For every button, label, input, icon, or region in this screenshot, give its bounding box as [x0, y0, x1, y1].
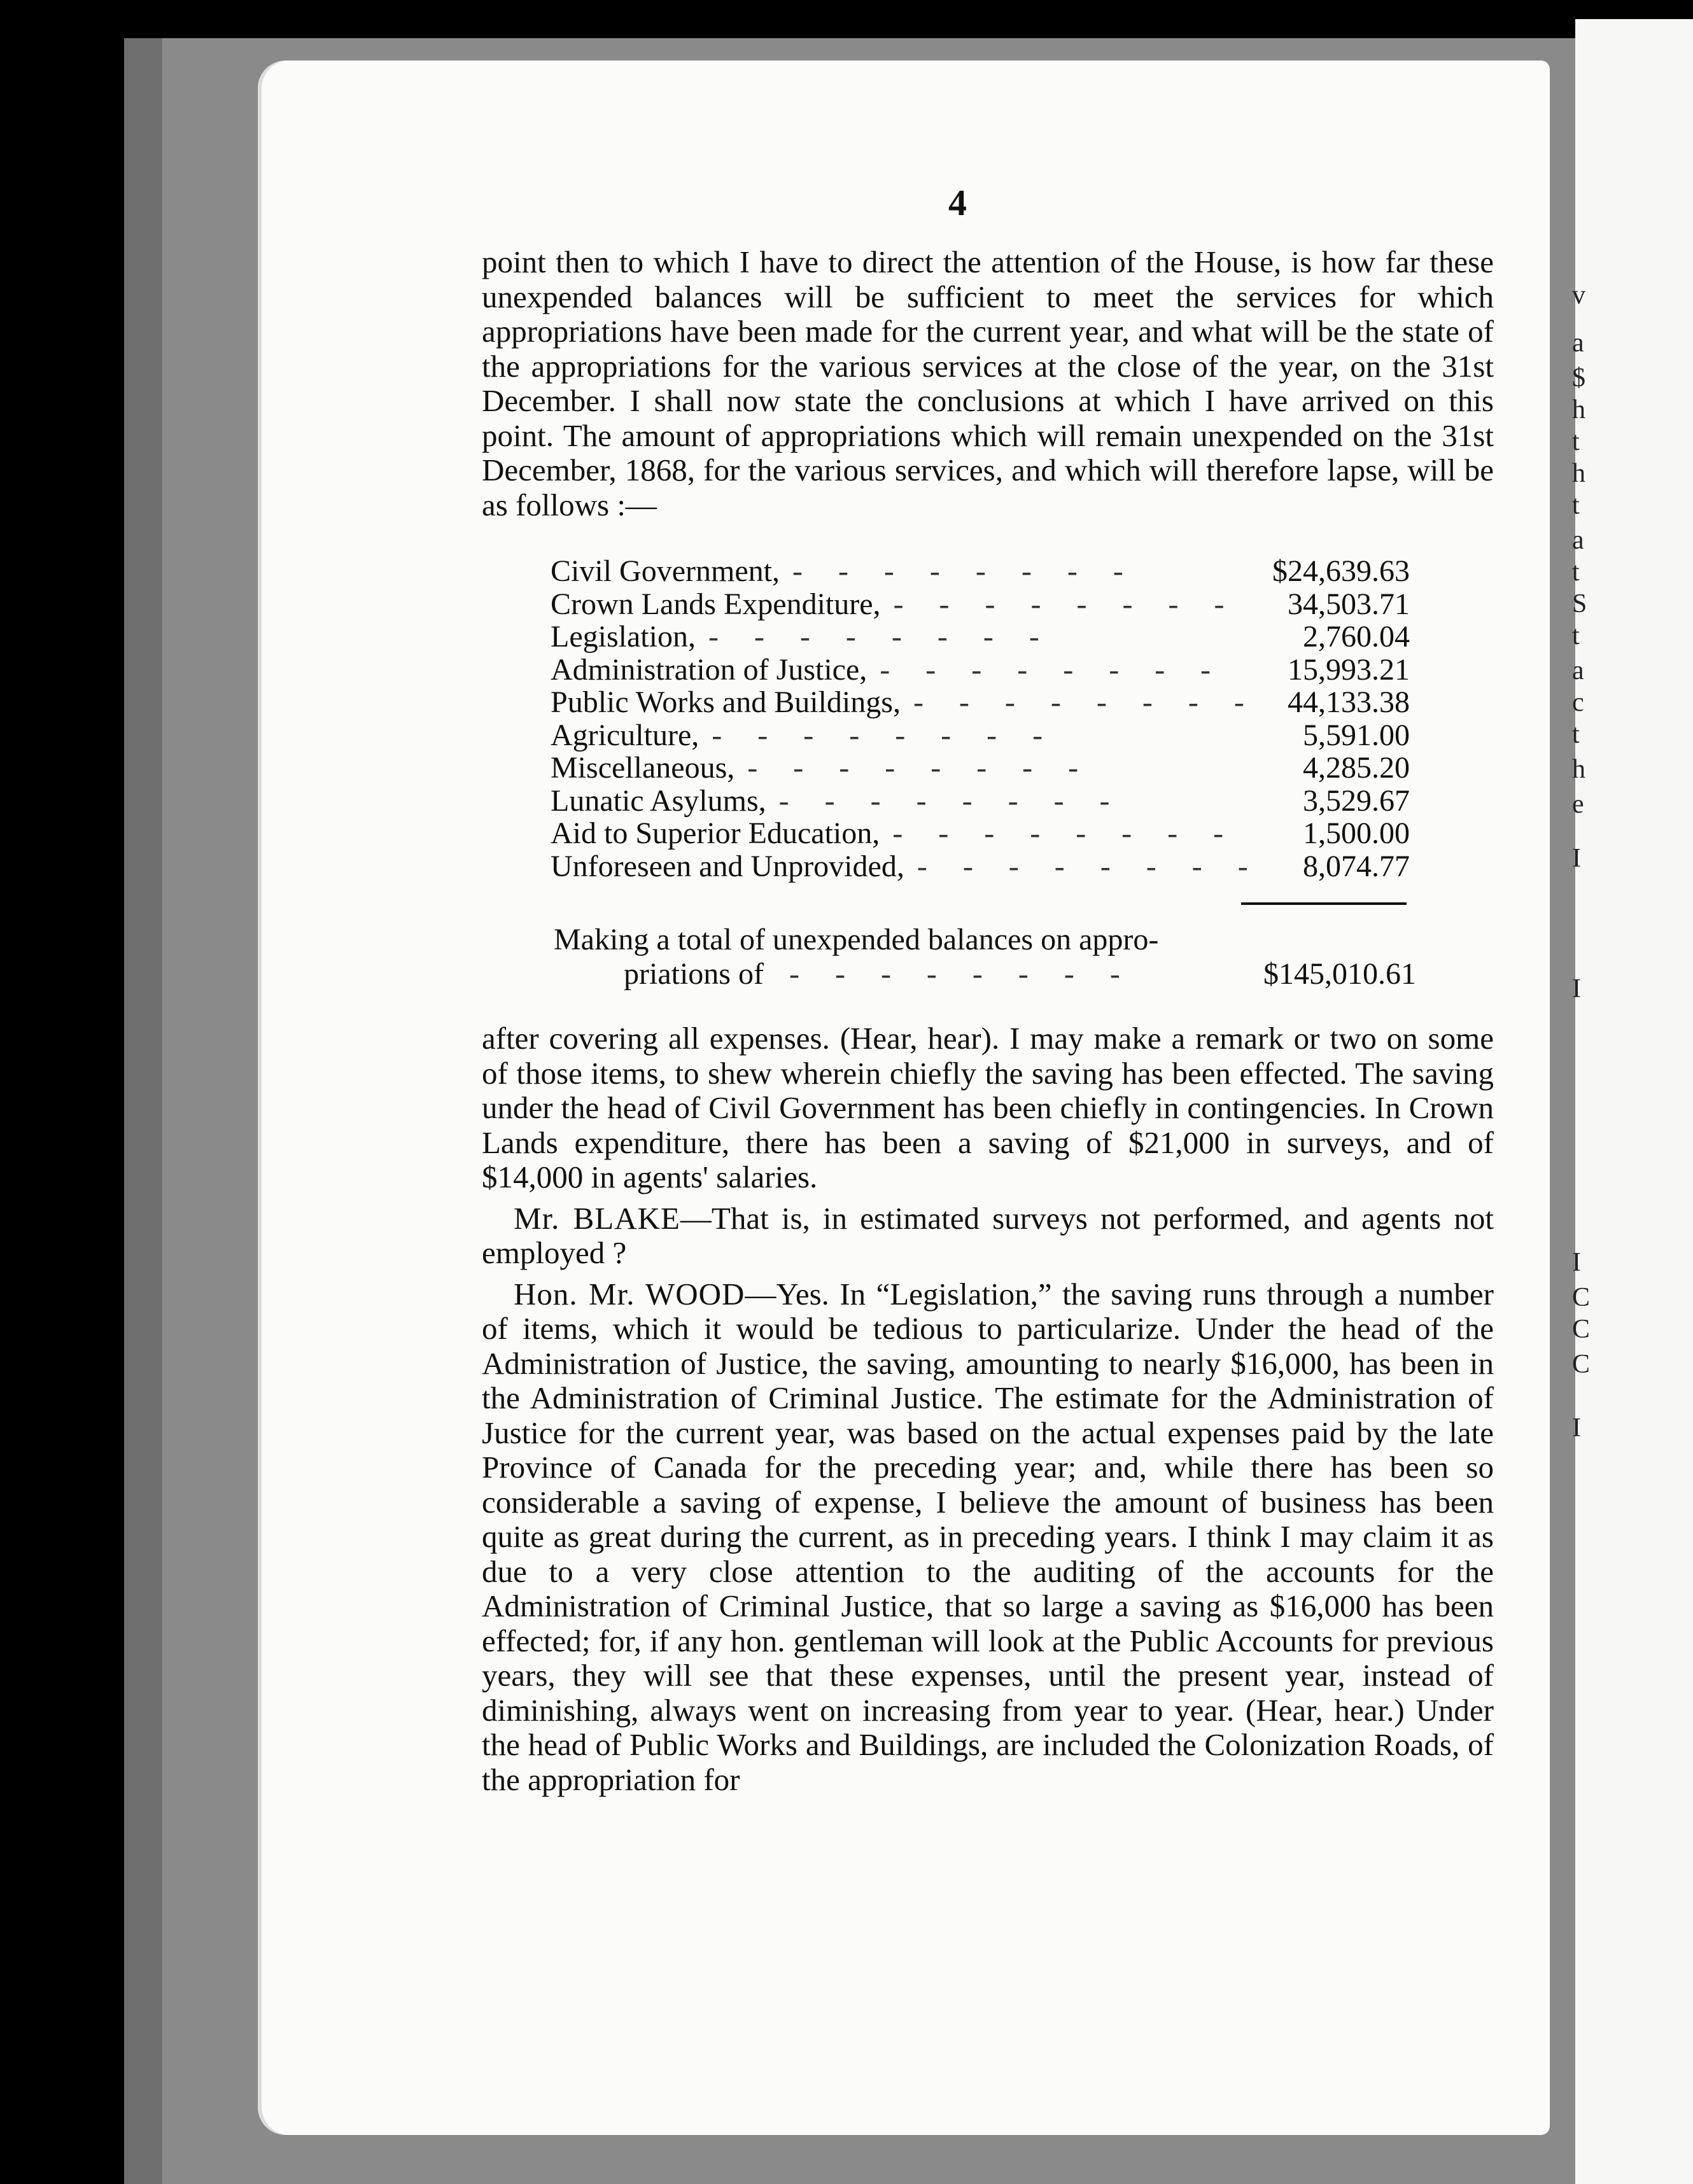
adjacent-char: h [1572, 395, 1585, 424]
paragraph-blake [482, 1201, 1494, 1271]
list-item [551, 816, 1410, 849]
list-item [551, 554, 1410, 587]
leader-dots: - - - - - - - - [893, 587, 1239, 621]
intro-text: point then to which I have to direct the attention of the House, is how far these unexpended balances will be sufficient to meet the services for which appropriations have been made for the current year, and what will be the state of the appropriations for the various services at the close of the year, on the 31st December. I shall now state the conclusions at which I have arrived on this point. The amount of appropriations which will remain unexpended on the 31st December, 1868, for the various services, and which will therefore lapse, will be as follows :— [482, 244, 1494, 522]
item-value: $24,639.63 [1272, 554, 1410, 588]
adjacent-char: t [1572, 621, 1580, 650]
list-item [551, 783, 1410, 816]
list-item [551, 750, 1410, 783]
item-label: Aid to Superior Education, [551, 816, 880, 850]
total-value: $145,010.61 [1263, 957, 1416, 991]
leader-dots: - - - - - - - - [792, 554, 1137, 588]
adjacent-char: I [1572, 1413, 1581, 1443]
speech-text: —Yes. In “Legislation,” the saving runs through a number of items, which it would be tedious to particularize. Under the head of the Administration of Justice, the saving, amounting to nearly $16,000, has been in the Administration of Criminal Justice. The estimate for the Administration of Justice for the current year, was based on the actual expenses paid by the late Province of Canada for the preceding year; and, while there has been so considerable a saving of expense, I believe the amount of business has been quite as great during the current, as in preceding years. I think I may claim it as due to a very close attention to the auditing of the accounts for the Administration of Criminal Justice, that so large a saving as $16,000 has been effected; for, if any hon. gentleman will look at the Public Accounts for previous years, they will see that these expenses, until the present year, instead of diminishing, always went on increasing from year to year. (Hear, hear.) Under the head of Public Works and Buildings, are included the Colonization Roads, of the appropriation for [482, 1276, 1494, 1797]
item-value: 15,993.21 [1288, 652, 1410, 687]
adjacent-char: I [1572, 844, 1581, 873]
total-line-1: Making a total of unexpended balances on appro- [554, 923, 1159, 956]
intro-paragraph [482, 245, 1494, 522]
adjacent-char: $ [1572, 363, 1585, 393]
speech-text: —That is, in estimated surveys not performed, and agents not employed ? [482, 1200, 1494, 1270]
list-item [551, 619, 1410, 652]
adjacent-char: e [1572, 790, 1584, 819]
leader-dots: - - - - - - - - [778, 783, 1124, 818]
total-line-2 [554, 957, 1416, 991]
list-item [551, 587, 1410, 620]
adjacent-char: v [1572, 281, 1585, 310]
adjacent-char: I [1572, 974, 1581, 1004]
speaker-name: Mr. BLAKE [514, 1200, 680, 1236]
item-label: Public Works and Buildings, [551, 685, 901, 719]
speaker-name: Hon. Mr. WOOD [514, 1276, 745, 1312]
page-number: 4 [948, 182, 967, 223]
backing-shadow [124, 38, 162, 2184]
leader-dots: - - - - - - - - [712, 718, 1057, 752]
item-label: Legislation, [551, 620, 696, 654]
leader-dots: - - - - - - - - [892, 816, 1238, 850]
list-item [551, 718, 1410, 751]
body-text [482, 1021, 1494, 1797]
adjacent-char: h [1572, 755, 1585, 784]
appropriations-list [551, 554, 1410, 881]
leader-dots: - - - - - - - - [708, 620, 1053, 654]
adjacent-char: a [1572, 328, 1584, 358]
item-label: Administration of Justice, [551, 652, 868, 687]
item-value: 44,133.38 [1288, 685, 1410, 719]
total-label: priations of [624, 957, 764, 991]
leader-dots: - - - - - - - - [789, 957, 1134, 991]
adjacent-char: S [1572, 589, 1587, 619]
item-value: 34,503.71 [1288, 587, 1410, 621]
adjacent-char: I [1572, 1248, 1581, 1277]
item-value: 3,529.67 [1303, 783, 1410, 818]
list-item [551, 849, 1410, 882]
list-item [551, 652, 1410, 685]
adjacent-char: t [1572, 720, 1580, 749]
adjacent-char: t [1572, 427, 1580, 456]
adjacent-char: c [1572, 688, 1584, 717]
leader-dots: - - - - - - - - [917, 849, 1262, 883]
item-label: Miscellaneous, [551, 751, 735, 785]
leader-dots: - - - - - - - - [880, 652, 1225, 687]
adjacent-char: a [1572, 526, 1584, 555]
paragraph: after covering all expenses. (Hear, hear). I may make a remark or two on some of those items, to shew wherein chiefly the saving has been effected. The saving under the head of Civil Government has been chiefly in contingencies. In Crown Lands expenditure, there has been a saving of $21,000 in surveys, and of $14,000 in agents' salaries. [482, 1021, 1494, 1194]
adjacent-char: h [1572, 459, 1585, 488]
leader-dots: - - - - - - - - [913, 685, 1258, 719]
item-value: 1,500.00 [1303, 816, 1410, 850]
item-value: 2,760.04 [1303, 620, 1410, 654]
item-value: 4,285.20 [1303, 751, 1410, 785]
adjacent-char: C [1572, 1350, 1591, 1379]
total-block [554, 923, 1416, 991]
item-label: Unforeseen and Unprovided, [551, 849, 904, 883]
total-rule [1241, 902, 1407, 905]
adjacent-page-edge [1572, 19, 1693, 2184]
adjacent-char: t [1572, 491, 1580, 520]
item-label: Agriculture, [551, 718, 699, 752]
adjacent-char: a [1572, 656, 1584, 685]
item-label: Lunatic Asylums, [551, 783, 766, 818]
adjacent-char: t [1572, 557, 1580, 587]
item-value: 8,074.77 [1303, 849, 1410, 883]
paragraph-wood [482, 1277, 1494, 1798]
leader-dots: - - - - - - - - [747, 751, 1093, 785]
item-label: Crown Lands Expenditure, [551, 587, 881, 621]
adjacent-char: C [1572, 1283, 1591, 1312]
adjacent-char: C [1572, 1315, 1591, 1344]
list-item [551, 685, 1410, 718]
item-value: 5,591.00 [1303, 718, 1410, 752]
item-label: Civil Government, [551, 554, 780, 588]
